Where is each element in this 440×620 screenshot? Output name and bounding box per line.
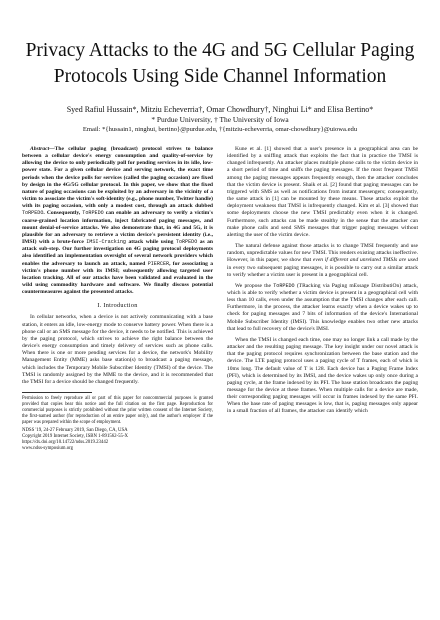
section-heading-introduction: I. Introduction	[97, 302, 138, 310]
footnote	[22, 396, 213, 452]
abstract-text-3: can enable an adversary to verify a victim's coarse-grained location information, inject fabricated paging messages, and mount denial-of-service attacks. We also demonstrate that, in 4G and 5G, it is plausible for an adversary to retrieve a victim device's persistent identity (i.e., IMSI) with a brute-force	[22, 210, 213, 246]
author-emails: Email: *{hussain1, ninghui, bertino}@purdue.edu, †{mitziu-echeverria, omar-chowdhury}@uiowa.edu	[82, 126, 358, 133]
intro-paragraph: In cellular networks, when a device is not actively communicating with a base station, it enters an idle, low-energy mode to conserve battery power. When there is a phone call or an SMS message for the device, it needs to be notified. This is achieved by the paging protocol, which strives to achieve the right balance between the device's energy consumption and timely delivery of services such as phone calls. When there is one or more pending services for a device, the network's Mobility Management Entity (MME) asks base station(s) to broadcast a paging message, which includes the Temporary Mobile Subscriber Identity (TMSI) of the device. The TMSI is randomly assigned by the MME to the device, and it is recommended that the TMSI for a device should be changed frequently.	[22, 314, 213, 385]
right-column	[227, 146, 418, 452]
copyright-line: Copyright 2019 Internet Society, ISBN 1-891562-55-X	[22, 433, 129, 439]
paper-title	[22, 38, 418, 90]
abstract-text-2: . Consequently,	[43, 210, 83, 217]
abstract-label: Abstract	[30, 146, 50, 152]
proposal-text-1: We propose the	[235, 282, 274, 289]
footnote-divider	[22, 392, 92, 393]
abstract-text-6: , for associating a victim's phone number with its IMSI; subsequently allowing targeted user location tracking. All of our attacks have been validated and evaluated in the wild using commodity hardware and software. We finally discuss potential countermeasures against the presented attacks.	[22, 260, 213, 296]
defense-emphasis: even if different and unrelated TMSIs are used	[312, 257, 419, 264]
abstract-text-4: attack while using	[126, 239, 176, 246]
imsi-cracking-keyword: IMSI-Cracking	[86, 239, 126, 246]
title-line-1: Privacy Attacks to the 4G and 5G Cellular Paging	[25, 40, 415, 61]
abstract	[22, 146, 213, 296]
abstract-text-5: as an attack sub-step. Our further investigation on 4G paging protocol deployments also identified an implementation oversight of several network providers which enables the adversary to launch an attack, named	[22, 239, 213, 267]
torpedo-keyword: ToRPEDO	[22, 210, 44, 217]
website-link[interactable]: www.ndss-symposium.org	[22, 445, 74, 451]
defense-text-1: The natural defense against those attacks is to change TMSI frequently and use random, unpredictable values for new TMSI. This renders existing attacks ineffective. However, in this paper, we show that	[227, 243, 418, 264]
piercer-keyword: PIERCER	[147, 260, 170, 267]
torpedo-keyword: ToRPEDO	[273, 282, 295, 289]
conference-line: NDSS '19, 24-27 February 2019, San Diego, CA, USA	[22, 427, 128, 433]
torpedo-keyword: ToRPEDO	[175, 239, 198, 246]
proposal-text-2: (TRacking via Paging mEssage DistributiOn) attack, which is able to verify whether a victim device is present in a geographical cell with less than 10 calls, even under the assumption that the TMSI changes after each call. Furthermore, in the process, the attacker learns exactly when a device wakes up to check for paging messages and 7 bits of information of the device's International Mobile Subscriber Identity (IMSI). This knowledge enables two other new attacks that lead to full recovery of the device's IMSI.	[227, 282, 418, 332]
doi-link[interactable]: https://dx.doi.org/10.14722/ndss.2019.23442	[22, 439, 109, 445]
left-column	[22, 146, 213, 452]
affiliations: * Purdue University, † The University of Iowa	[151, 115, 289, 124]
torpedo-keyword: ToRPEDO	[82, 210, 104, 217]
conference-meta	[22, 428, 213, 452]
author-list: Syed Rafiul Hussain*, Mitziu Echeverria†, Omar Chowdhury†, Ninghui Li* and Elisa Bertino*	[66, 105, 374, 114]
title-line-2: Protocols Using Side Channel Information	[53, 66, 387, 87]
defense-paragraph	[227, 243, 418, 279]
two-column-body	[22, 146, 418, 452]
related-work-paragraph: Kune et al. [1] showed that a user's presence in a geographical area can be identified by a sniffing attack that exploits the fact that in practice the TMSI is changed infrequently. An attacker places multiple phone calls to the victim device in a short period of time and sniffs the paging messages. If the most frequent TMSI among the paging messages appears frequently enough, then the attacker concludes that the victim device is present. Shaik et al. [2] found that paging messages can be triggered with SMS as well as notifications from instant messengers; consequently, the same attack in [1] can be mounted by these means. These attacks exploit the deployment weakness that TMSI is infrequently changed. Kim et al. [3] showed that some deployments choose the new TMSI predictably even when it is changed. Furthermore, such attacks can be made stealthy in the sense that the attacker can make phone calls and send SMS messages that trigger paging messages without alerting the user of the victim device.	[227, 146, 418, 238]
abstract-text-1: —The cellular paging (broadcast) protocol strives to balance between a cellular device's energy consumption and quality-of-service by allowing the device to only periodically poll for pending services in its idle, low-power state. For a given cellular device and serving network, the exact time periods when the device polls for services (called the paging occasion) are fixed by design in the 4G/5G cellular protocol. In this paper, we show that the fixed nature of paging occasions can be exploited by an adversary in the vicinity of a victim to associate the victim's soft-identity (e.g., phone number, Twitter handle) with its paging occasion, with only a modest cost, through an attack dubbed	[22, 146, 213, 210]
insight-paragraph: When the TMSI is changed each time, one may no longer link a call made by the attacker and the resulting paging message. The key insight under our novel attack is that the paging protocol requires synchronization between the base station and the device. The LTE paging protocol uses a paging cycle of T frames, each of which is 10ms long. The default value of T is 128. Each device has a Paging Frame Index (PFI), which is determined by its IMSI, and the device wakes up only once during a paging cycle, at the frame indexed by its PFI. The base station broadcasts the paging message for the device at these frames. When multiple calls for a device are made, their corresponding paging messages will occur in frames indexed by the same PFI. When the base rate of paging messages is low, that is, paging messages only appear in a small fraction of all frames, the attacker can identify which	[227, 336, 418, 415]
defense-text-2: in every two subsequent paging messages, it is possible to carry out a similar attack to verify whether a victim user is present in a geographical cell.	[227, 264, 418, 278]
proposal-paragraph	[227, 283, 418, 333]
permission-notice: Permission to freely reproduce all or part of this paper for noncommercial purposes is granted provided that copies bear this notice and the full citation on the first page. Reproduction for commercial purposes is strictly prohibited without the prior written consent of the Internet Society, the first-named author (for reproduction of an entire paper only), and the author's employer if the paper was prepared within the scope of employment.	[22, 396, 213, 425]
